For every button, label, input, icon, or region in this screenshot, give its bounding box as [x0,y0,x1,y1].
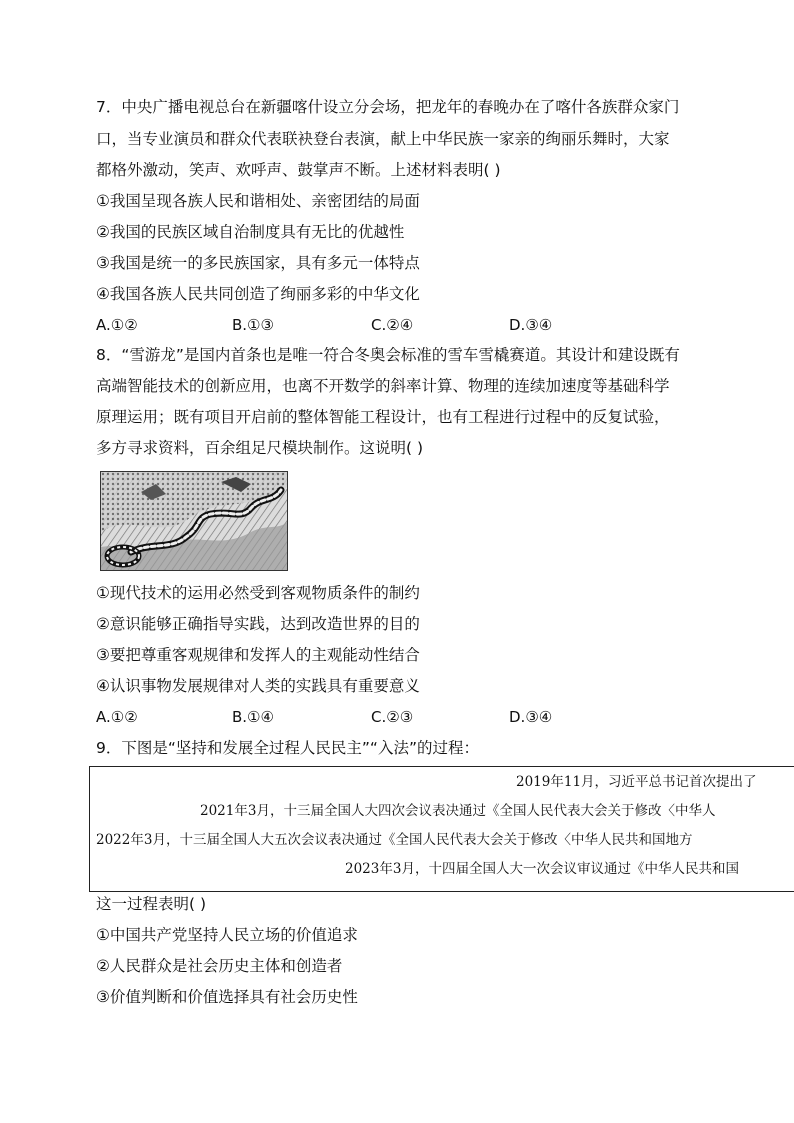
snow-track-illustration [101,472,287,570]
q7-stem-line-3: 都格外激动，笑声、欢呼声、鼓掌声不断。上述材料表明( ) [96,161,501,179]
q7-statement-4: ④我国各族人民共同创造了绚丽多彩的中华文化 [96,285,420,303]
q7-statement-2: ②我国的民族区域自治制度具有无比的优越性 [96,223,405,241]
q8-statement-3: ③要把尊重客观规律和发挥人的主观能动性结合 [96,646,420,664]
q8-option-d: D.③④ [509,708,553,726]
timeline-box [89,766,794,892]
q7-option-d: D.③④ [509,316,553,334]
q9-statement-1: ①中国共产党坚持人民立场的价值追求 [96,926,358,944]
q7-option-a: A.①② [96,316,138,334]
q7-statement-3: ③我国是统一的多民族国家，具有多元一体特点 [96,254,420,272]
q9-prompt: 这一过程表明( ) [96,895,207,913]
q8-stem-line-3: 原理运用；既有项目开启前的整体智能工程设计，也有工程进行过程中的反复试验， [96,408,670,426]
q7-stem-line-1: 7．中央广播电视总台在新疆喀什设立分会场，把龙年的春晚办在了喀什各族群众家门 [96,98,680,116]
q8-stem-line-1: 8．“雪游龙”是国内首条也是唯一符合冬奥会标准的雪车雪橇赛道。其设计和建设既有 [96,346,680,364]
q8-statement-1: ①现代技术的运用必然受到客观物质条件的制约 [96,584,420,602]
q7-stem-line-2: 口，当专业演员和群众代表联袂登台表演，献上中华民族一家亲的绚丽乐舞时，大家 [96,130,670,148]
q8-option-b: B.①④ [232,708,274,726]
q9-stem: 9．下图是“坚持和发展全过程人民民主”“入法”的过程： [96,739,479,757]
q7-statement-1: ①我国呈现各族人民和谐相处、亲密团结的局面 [96,192,420,210]
timeline-entry-2023: 2023年3月，十四届全国人大一次会议审议通过《中华人民共和国 [345,861,739,877]
q7-option-c: C.②④ [371,316,414,334]
q8-statement-2: ②意识能够正确指导实践，达到改造世界的目的 [96,615,420,633]
timeline-entry-2021: 2021年3月，十三届全国人大四次会议表决通过《全国人民代表大会关于修改〈中华人 [200,803,716,819]
q8-stem-line-2: 高端智能技术的创新应用，也离不开数学的斜率计算、物理的连续加速度等基础科学 [96,377,670,395]
q8-option-c: C.②③ [371,708,414,726]
q7-option-b: B.①③ [232,316,274,334]
snow-track-photo [100,471,288,571]
q8-option-a: A.①② [96,708,138,726]
q8-statement-4: ④认识事物发展规律对人类的实践具有重要意义 [96,677,420,695]
q8-stem-line-4: 多方寻求资料，百余组足尺模块制作。这说明( ) [96,439,424,457]
q9-statement-2: ②人民群众是社会历史主体和创造者 [96,957,343,975]
timeline-entry-2019: 2019年11月，习近平总书记首次提出了 [516,774,757,790]
timeline-entry-2022: 2022年3月，十三届全国人大五次会议表决通过《全国人民代表大会关于修改〈中华人民共和国地方 [96,832,693,848]
q9-statement-3: ③价值判断和价值选择具有社会历史性 [96,988,358,1006]
